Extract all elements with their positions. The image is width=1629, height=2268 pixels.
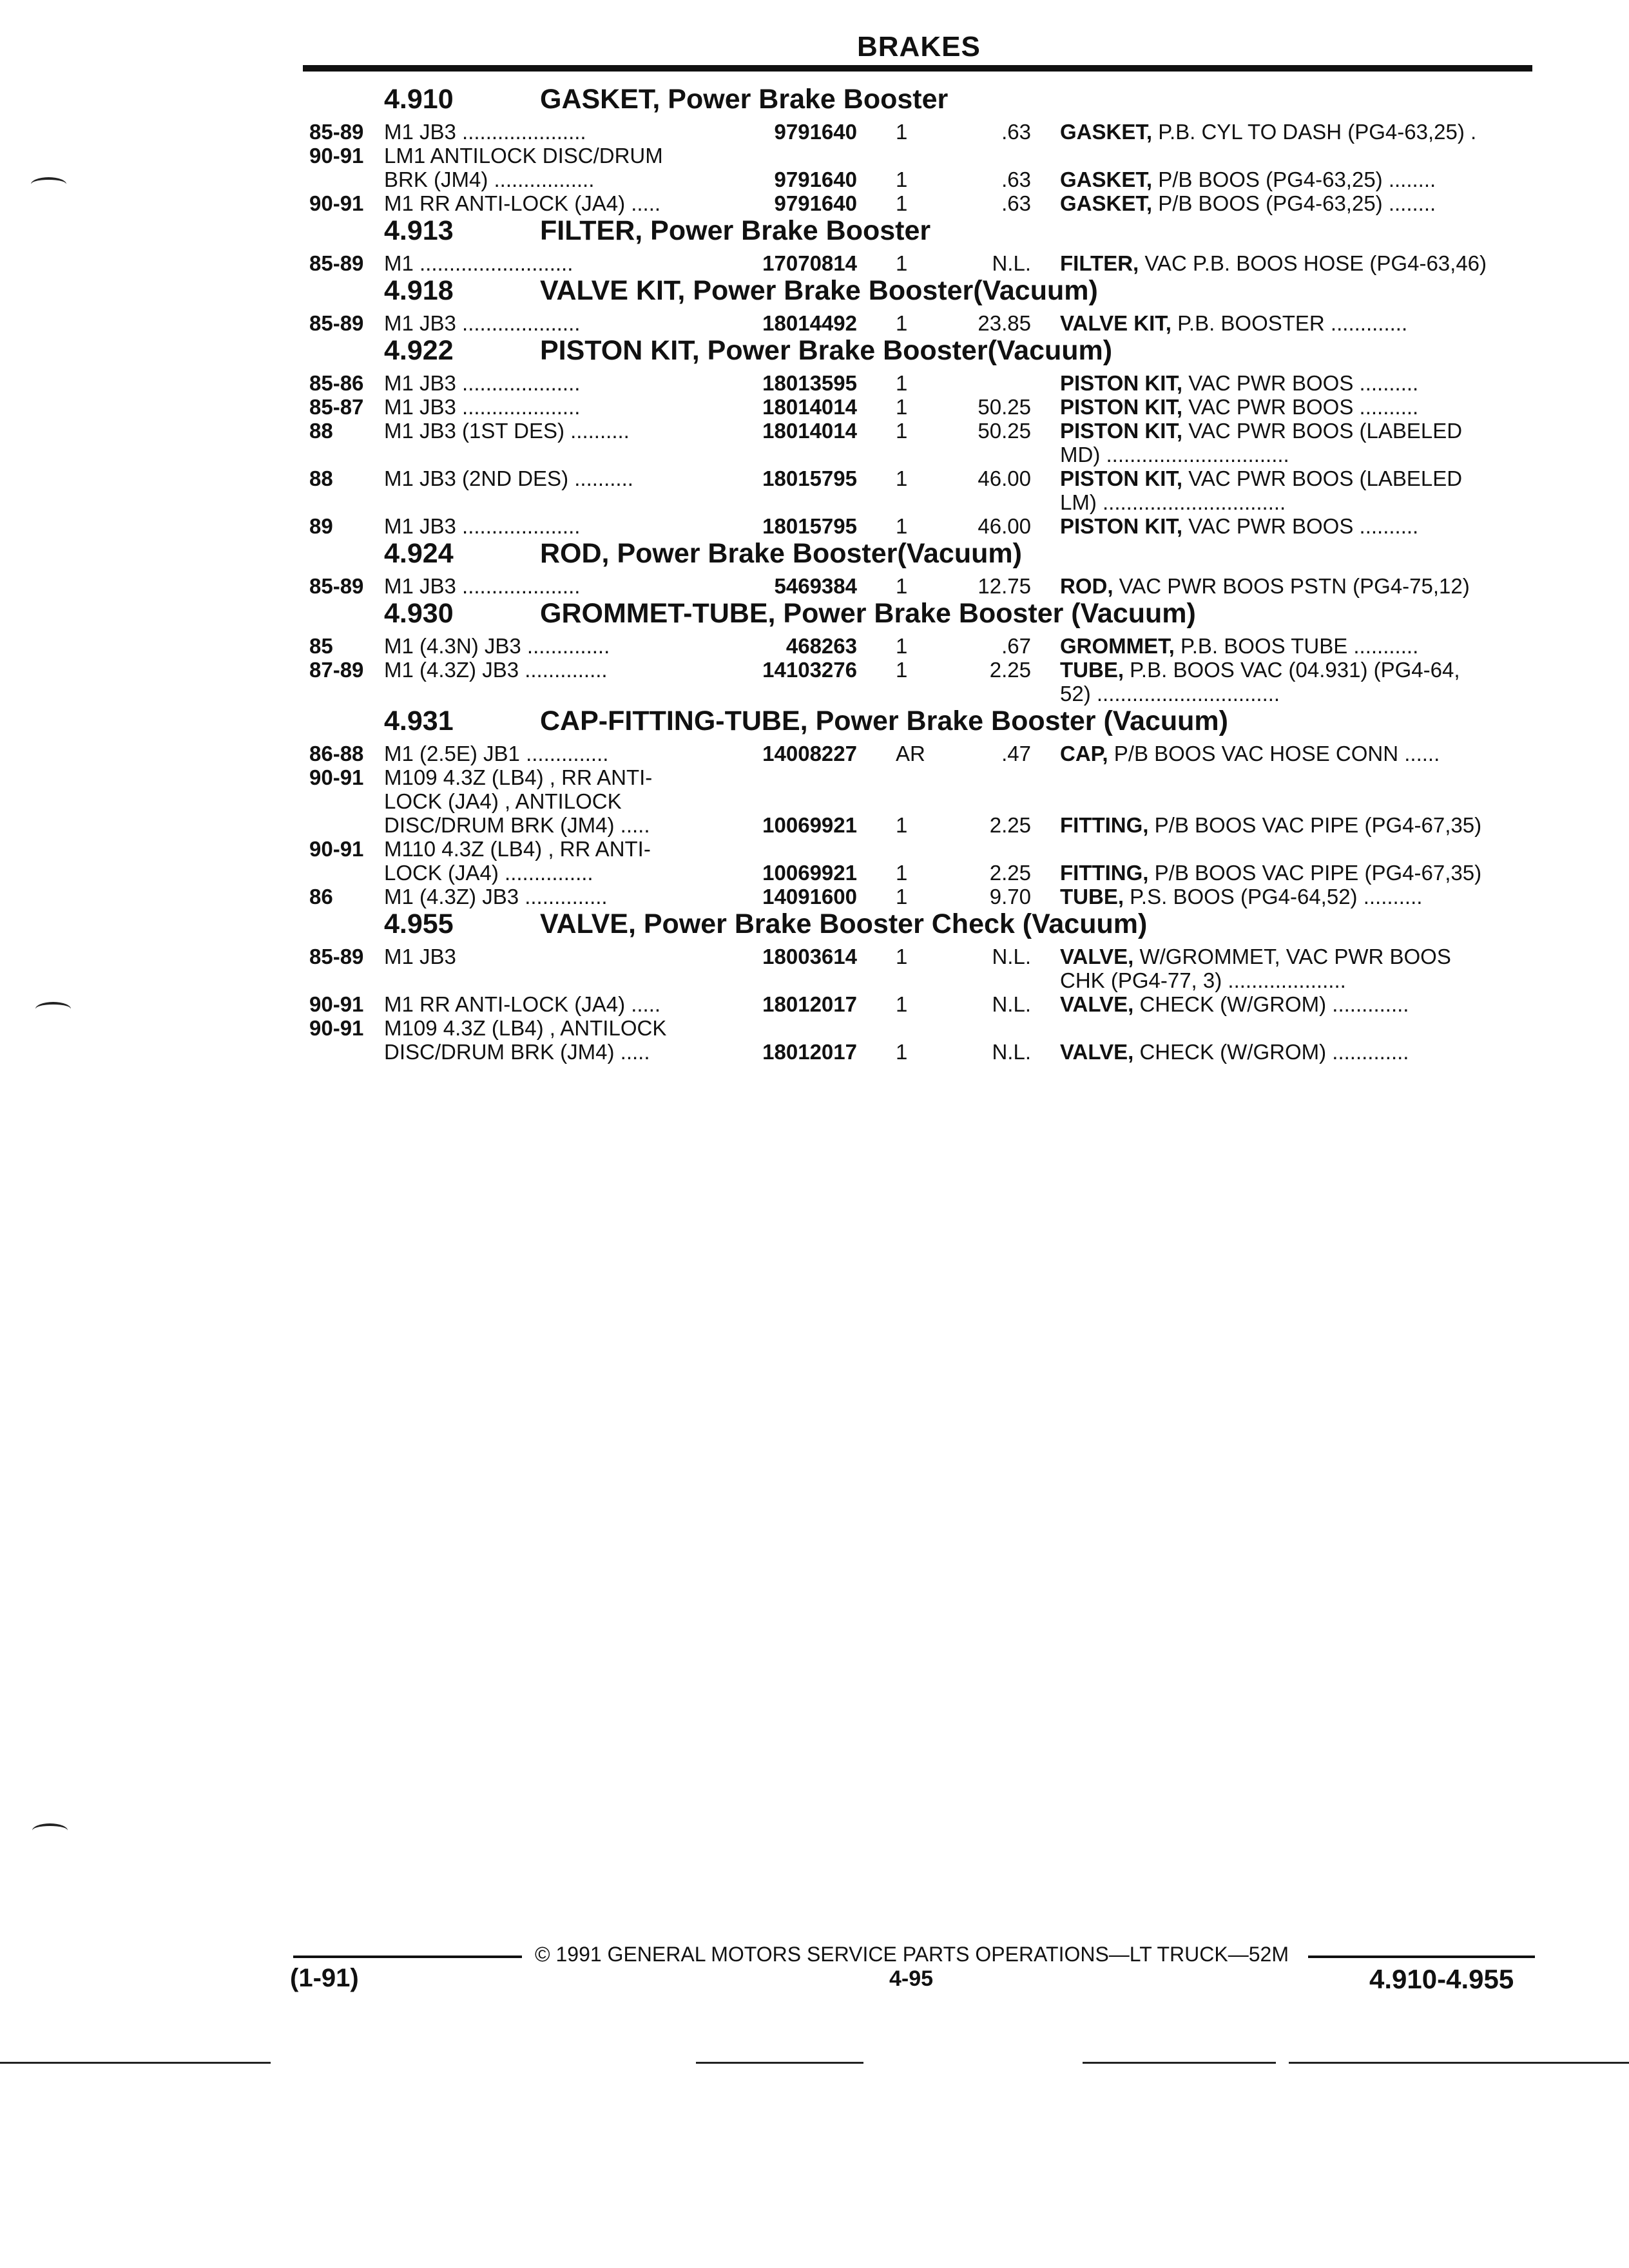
application: M109 4.3Z (LB4) , ANTILOCK	[384, 1016, 667, 1040]
price: 9.70	[989, 885, 1031, 908]
price: .63	[1001, 120, 1031, 144]
application: M1 JB3 ....................	[384, 395, 581, 419]
part-number: 9791640	[774, 191, 857, 215]
part-row	[309, 945, 1534, 968]
section-number: 4.918	[384, 275, 454, 306]
description	[1060, 419, 1462, 443]
description-text: P.B. BOOSTER .............	[1171, 311, 1408, 335]
quantity: 1	[896, 885, 908, 908]
part-row	[309, 742, 1534, 765]
application: M1 JB3 ....................	[384, 514, 581, 538]
part-row	[309, 813, 1534, 837]
part-row	[309, 395, 1534, 419]
application: M1 (4.3N) JB3 ..............	[384, 634, 610, 658]
part-row	[309, 992, 1534, 1016]
part-row	[309, 1040, 1534, 1064]
description	[1060, 658, 1460, 682]
description-keyword: GASKET,	[1060, 120, 1153, 144]
quantity: 1	[896, 120, 908, 144]
margin-mark	[35, 1002, 71, 1016]
description-text: W/GROMMET, VAC PWR BOOS	[1133, 945, 1451, 968]
quantity: 1	[896, 311, 908, 335]
description-text: VAC PWR BOOS ..........	[1182, 514, 1419, 538]
page-title: BRAKES	[857, 31, 981, 62]
part-row	[309, 120, 1534, 144]
description-keyword: ROD,	[1060, 574, 1113, 598]
section-header	[309, 275, 1534, 311]
description	[1060, 514, 1418, 538]
description-keyword: VALVE,	[1060, 992, 1134, 1016]
application: LM1 ANTILOCK DISC/DRUM	[384, 144, 663, 168]
description-text: LM) ...............................	[1060, 490, 1286, 514]
section-title: VALVE, Power Brake Booster Check (Vacuum)	[540, 908, 1148, 939]
description	[1060, 120, 1476, 144]
part-number: 14008227	[762, 742, 857, 765]
description-keyword: VALVE KIT,	[1060, 311, 1171, 335]
description-keyword: VALVE,	[1060, 1040, 1134, 1064]
footer-range: 4.910-4.955	[1369, 1964, 1514, 1994]
part-number: 10069921	[762, 813, 857, 837]
application: M1 JB3 (2ND DES) ..........	[384, 466, 633, 490]
description-keyword: FILTER,	[1060, 251, 1139, 275]
model-years: 89	[309, 514, 333, 538]
section-header	[309, 706, 1534, 742]
description-text: P/B BOOS (PG4-63,25) ........	[1152, 168, 1436, 191]
part-row	[309, 765, 1534, 789]
description-keyword: PISTON KIT,	[1060, 419, 1183, 443]
application: LOCK (JA4) , ANTILOCK	[384, 789, 622, 813]
part-number: 9791640	[774, 120, 857, 144]
part-row	[309, 443, 1534, 466]
description-text: P.B. BOOS VAC (04.931) (PG4-64,	[1124, 658, 1460, 682]
part-row	[309, 144, 1534, 168]
section-number: 4.930	[384, 598, 454, 629]
part-number: 468263	[786, 634, 857, 658]
section-header	[309, 908, 1534, 945]
description-keyword: PISTON KIT,	[1060, 395, 1183, 419]
description-keyword: TUBE,	[1060, 885, 1124, 908]
description	[1060, 251, 1487, 275]
description-text: 52) ...............................	[1060, 682, 1280, 706]
quantity: 1	[896, 574, 908, 598]
description-keyword: TUBE,	[1060, 658, 1124, 682]
part-number: 14091600	[762, 885, 857, 908]
footer-rule-right	[1308, 1956, 1535, 1958]
part-number: 18014492	[762, 311, 857, 335]
model-years: 90-91	[309, 765, 364, 789]
model-years: 86-88	[309, 742, 364, 765]
price: .47	[1001, 742, 1031, 765]
price: N.L.	[992, 1040, 1031, 1064]
description	[1060, 574, 1470, 598]
section-header	[309, 538, 1534, 574]
application: M1 (4.3Z) JB3 ..............	[384, 885, 608, 908]
quantity: 1	[896, 419, 908, 443]
section-header	[309, 84, 1534, 120]
price: N.L.	[992, 251, 1031, 275]
quantity: 1	[896, 861, 908, 885]
application: M1 JB3	[384, 945, 456, 968]
description-text: P/B BOOS VAC PIPE (PG4-67,35)	[1148, 861, 1482, 885]
price: 2.25	[989, 658, 1031, 682]
section-header	[309, 598, 1534, 634]
description-text: P.B. CYL TO DASH (PG4-63,25) .	[1152, 120, 1477, 144]
quantity: 1	[896, 395, 908, 419]
model-years: 90-91	[309, 837, 364, 861]
application: M109 4.3Z (LB4) , RR ANTI-	[384, 765, 653, 789]
description-text: P/B BOOS (PG4-63,25) ........	[1152, 191, 1436, 215]
description	[1060, 634, 1418, 658]
application: M110 4.3Z (LB4) , RR ANTI-	[384, 837, 651, 861]
price: 2.25	[989, 861, 1031, 885]
section-title: CAP-FITTING-TUBE, Power Brake Booster (Vacuum)	[540, 706, 1228, 736]
quantity: 1	[896, 813, 908, 837]
description	[1060, 466, 1462, 490]
application: M1 JB3 .....................	[384, 120, 586, 144]
application: LOCK (JA4) ...............	[384, 861, 593, 885]
margin-mark	[32, 1823, 68, 1838]
description-keyword: FITTING,	[1060, 861, 1149, 885]
section-header	[309, 215, 1534, 251]
part-row	[309, 682, 1534, 706]
part-row	[309, 419, 1534, 443]
part-row	[309, 371, 1534, 395]
application: DISC/DRUM BRK (JM4) .....	[384, 1040, 650, 1064]
description-keyword: PISTON KIT,	[1060, 466, 1183, 490]
model-years: 85	[309, 634, 333, 658]
part-number: 18014014	[762, 395, 857, 419]
model-years: 85-89	[309, 311, 364, 335]
description-text: CHECK (W/GROM) .............	[1133, 992, 1409, 1016]
price: .63	[1001, 168, 1031, 191]
description-keyword: GROMMET,	[1060, 634, 1175, 658]
description-keyword: PISTON KIT,	[1060, 514, 1183, 538]
part-number: 18015795	[762, 514, 857, 538]
footer-rule-left	[293, 1956, 522, 1958]
description	[1060, 861, 1481, 885]
part-number: 10069921	[762, 861, 857, 885]
quantity: 1	[896, 514, 908, 538]
price: .67	[1001, 634, 1031, 658]
part-row	[309, 574, 1534, 598]
price: 50.25	[978, 395, 1031, 419]
scan-artifact-line	[0, 2062, 271, 2064]
model-years: 86	[309, 885, 333, 908]
part-row	[309, 968, 1534, 992]
application: M1 JB3 ....................	[384, 371, 581, 395]
description-text: CHK (PG4-77, 3) ....................	[1060, 968, 1346, 992]
part-row	[309, 885, 1534, 908]
part-row	[309, 311, 1534, 335]
section-title: ROD, Power Brake Booster(Vacuum)	[540, 538, 1022, 569]
description-keyword: VALVE,	[1060, 945, 1134, 968]
model-years: 85-89	[309, 945, 364, 968]
scan-artifact-line	[1289, 2062, 1629, 2064]
description	[1060, 813, 1481, 837]
footer-copyright: © 1991 GENERAL MOTORS SERVICE PARTS OPERATIONS—LT TRUCK—52M	[535, 1943, 1289, 1966]
price: 46.00	[978, 514, 1031, 538]
part-row	[309, 466, 1534, 490]
description	[1060, 443, 1289, 466]
description	[1060, 968, 1346, 992]
section-title: FILTER, Power Brake Booster	[540, 215, 931, 246]
part-number: 18003614	[762, 945, 857, 968]
section-number: 4.910	[384, 84, 454, 115]
description-text: VAC PWR BOOS ..........	[1182, 395, 1419, 419]
description-text: P.S. BOOS (PG4-64,52) ..........	[1124, 885, 1423, 908]
section-number: 4.931	[384, 706, 454, 736]
price: 46.00	[978, 466, 1031, 490]
model-years: 85-89	[309, 251, 364, 275]
part-row	[309, 490, 1534, 514]
part-row	[309, 861, 1534, 885]
description	[1060, 168, 1436, 191]
application: M1 RR ANTI-LOCK (JA4) .....	[384, 191, 661, 215]
model-years: 90-91	[309, 1016, 364, 1040]
description-keyword: GASKET,	[1060, 191, 1153, 215]
description-keyword: FITTING,	[1060, 813, 1149, 837]
application: M1 RR ANTI-LOCK (JA4) .....	[384, 992, 661, 1016]
description-text: CHECK (W/GROM) .............	[1133, 1040, 1409, 1064]
application: DISC/DRUM BRK (JM4) .....	[384, 813, 650, 837]
model-years: 88	[309, 419, 333, 443]
quantity: 1	[896, 1040, 908, 1064]
part-number: 18014014	[762, 419, 857, 443]
part-row	[309, 1016, 1534, 1040]
description	[1060, 395, 1418, 419]
application: M1 JB3 ....................	[384, 574, 581, 598]
part-row	[309, 837, 1534, 861]
part-number: 18013595	[762, 371, 857, 395]
application: M1 (4.3Z) JB3 ..............	[384, 658, 608, 682]
description-text: MD) ...............................	[1060, 443, 1289, 466]
quantity: 1	[896, 251, 908, 275]
footer-revision: (1-91)	[290, 1964, 359, 1992]
part-row	[309, 168, 1534, 191]
description	[1060, 992, 1409, 1016]
application: M1 JB3 (1ST DES) ..........	[384, 419, 630, 443]
part-row	[309, 514, 1534, 538]
section-number: 4.924	[384, 538, 454, 569]
description	[1060, 371, 1418, 395]
model-years: 85-87	[309, 395, 364, 419]
part-number: 9791640	[774, 168, 857, 191]
quantity: 1	[896, 466, 908, 490]
description-text: VAC P.B. BOOS HOSE (PG4-63,46)	[1139, 251, 1487, 275]
scan-artifact-line	[696, 2062, 863, 2064]
section-number: 4.922	[384, 335, 454, 366]
description	[1060, 742, 1440, 765]
section-title: GROMMET-TUBE, Power Brake Booster (Vacuum)	[540, 598, 1196, 629]
footer-page-number: 4-95	[889, 1966, 934, 1991]
description	[1060, 682, 1280, 706]
quantity: 1	[896, 371, 908, 395]
application: M1 ..........................	[384, 251, 574, 275]
description	[1060, 191, 1436, 215]
description	[1060, 1040, 1409, 1064]
application: BRK (JM4) .................	[384, 168, 595, 191]
section-header	[309, 335, 1534, 371]
scan-artifact-line	[1083, 2062, 1276, 2064]
description	[1060, 311, 1407, 335]
description-text: P.B. BOOS TUBE ...........	[1174, 634, 1419, 658]
model-years: 85-89	[309, 120, 364, 144]
part-row	[309, 658, 1534, 682]
price: 12.75	[978, 574, 1031, 598]
quantity: 1	[896, 191, 908, 215]
price: 50.25	[978, 419, 1031, 443]
section-title: GASKET, Power Brake Booster	[540, 84, 949, 115]
model-years: 90-91	[309, 144, 364, 168]
price: N.L.	[992, 945, 1031, 968]
application: M1 (2.5E) JB1 ..............	[384, 742, 609, 765]
description-keyword: CAP,	[1060, 742, 1108, 765]
section-title: PISTON KIT, Power Brake Booster(Vacuum)	[540, 335, 1113, 366]
model-years: 90-91	[309, 191, 364, 215]
quantity: 1	[896, 658, 908, 682]
description-text: P/B BOOS VAC PIPE (PG4-67,35)	[1148, 813, 1482, 837]
description-text: VAC PWR BOOS (LABELED	[1182, 466, 1463, 490]
model-years: 85-89	[309, 574, 364, 598]
description-text: VAC PWR BOOS ..........	[1182, 371, 1419, 395]
part-number: 17070814	[762, 251, 857, 275]
application: M1 JB3 ....................	[384, 311, 581, 335]
section-number: 4.955	[384, 908, 454, 939]
model-years: 90-91	[309, 992, 364, 1016]
part-number: 18015795	[762, 466, 857, 490]
quantity: 1	[896, 945, 908, 968]
description	[1060, 885, 1422, 908]
model-years: 85-86	[309, 371, 364, 395]
description	[1060, 490, 1286, 514]
margin-mark	[31, 177, 66, 191]
section-title: VALVE KIT, Power Brake Booster(Vacuum)	[540, 275, 1098, 306]
quantity: AR	[896, 742, 925, 765]
price: .63	[1001, 191, 1031, 215]
price: 2.25	[989, 813, 1031, 837]
description-text: VAC PWR BOOS PSTN (PG4-75,12)	[1113, 574, 1470, 598]
part-number: 18012017	[762, 992, 857, 1016]
part-number: 14103276	[762, 658, 857, 682]
part-number: 18012017	[762, 1040, 857, 1064]
part-row	[309, 634, 1534, 658]
description-keyword: GASKET,	[1060, 168, 1153, 191]
part-row	[309, 251, 1534, 275]
parts-listing	[309, 84, 1534, 1064]
price: 23.85	[978, 311, 1031, 335]
part-row	[309, 789, 1534, 813]
description	[1060, 945, 1451, 968]
description-keyword: PISTON KIT,	[1060, 371, 1183, 395]
quantity: 1	[896, 168, 908, 191]
model-years: 87-89	[309, 658, 364, 682]
section-number: 4.913	[384, 215, 454, 246]
price: N.L.	[992, 992, 1031, 1016]
description-text: VAC PWR BOOS (LABELED	[1182, 419, 1463, 443]
quantity: 1	[896, 992, 908, 1016]
model-years: 88	[309, 466, 333, 490]
quantity: 1	[896, 634, 908, 658]
part-row	[309, 191, 1534, 215]
description-text: P/B BOOS VAC HOSE CONN ......	[1108, 742, 1440, 765]
title-rule	[303, 65, 1532, 72]
part-number: 5469384	[774, 574, 857, 598]
